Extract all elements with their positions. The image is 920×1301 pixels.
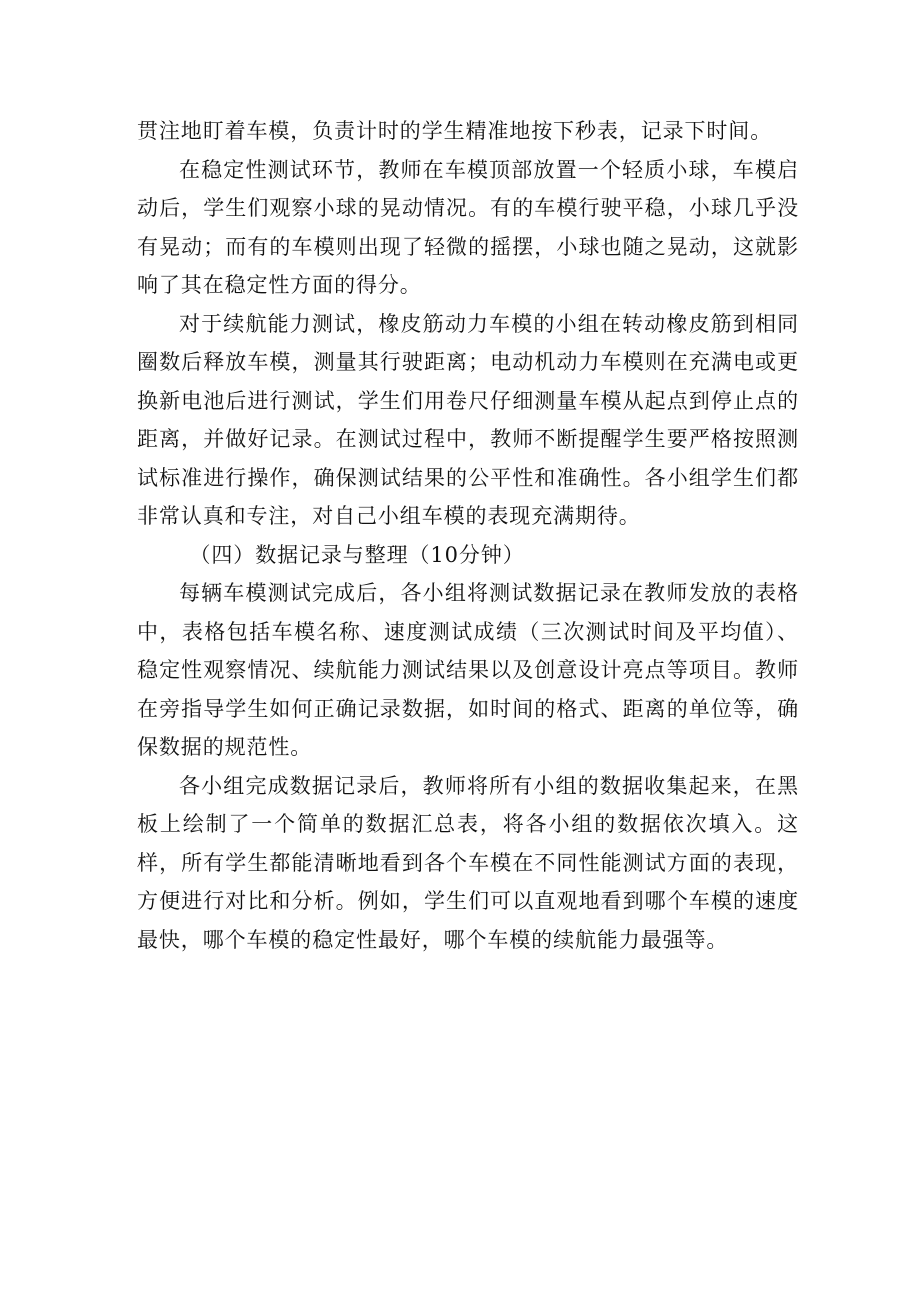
paragraph-stability-test: 在稳定性测试环节，教师在车模顶部放置一个轻质小球，车模启动后，学生们观察小球的晃动情况。有的车模行驶平稳，小球几乎没有晃动；而有的车模则出现了轻微的摇摆，小球也随之晃动，这就影响了其在稳定性方面的得分。 (137, 157, 799, 297)
paragraph-continuation: 贯注地盯着车模，负责计时的学生精准地按下秒表，记录下时间。 (137, 119, 773, 143)
paragraph-endurance-test: 对于续航能力测试，橡皮筋动力车模的小组在转动橡皮筋到相同圈数后释放车模，测量其行驶距离；电动机动力车模则在充满电或更换新电池后进行测试，学生们用卷尺仔细测量车模从起点到停止点的距离，并做好记录。在测试过程中，教师不断提醒学生要严格按照测试标准进行操作，确保测试结果的公平性和准确性。各小组学生们都非常认真和专注，对自己小组车模的表现充满期待。 (137, 311, 799, 528)
paragraph-data-summary: 各小组完成数据记录后，教师将所有小组的数据收集起来，在黑板上绘制了一个简单的数据汇总表，将各小组的数据依次填入。这样，所有学生都能清晰地看到各个车模在不同性能测试方面的表现，方便进行对比和分析。例如，学生们可以直观地看到哪个车模的速度最快，哪个车模的稳定性最好，哪个车模的续航能力最强等。 (137, 773, 799, 952)
body-text (137, 112, 799, 959)
section-heading: （四）数据记录与整理（10分钟） (189, 542, 525, 567)
paragraph-data-recording: 每辆车模测试完成后，各小组将测试数据记录在教师发放的表格中，表格包括车模名称、速度测试成绩（三次测试时间及平均值）、稳定性观察情况、续航能力测试结果以及创意设计亮点等项目。教师在旁指导学生如何正确记录数据，如时间的格式、距离的单位等，确保数据的规范性。 (137, 581, 799, 759)
